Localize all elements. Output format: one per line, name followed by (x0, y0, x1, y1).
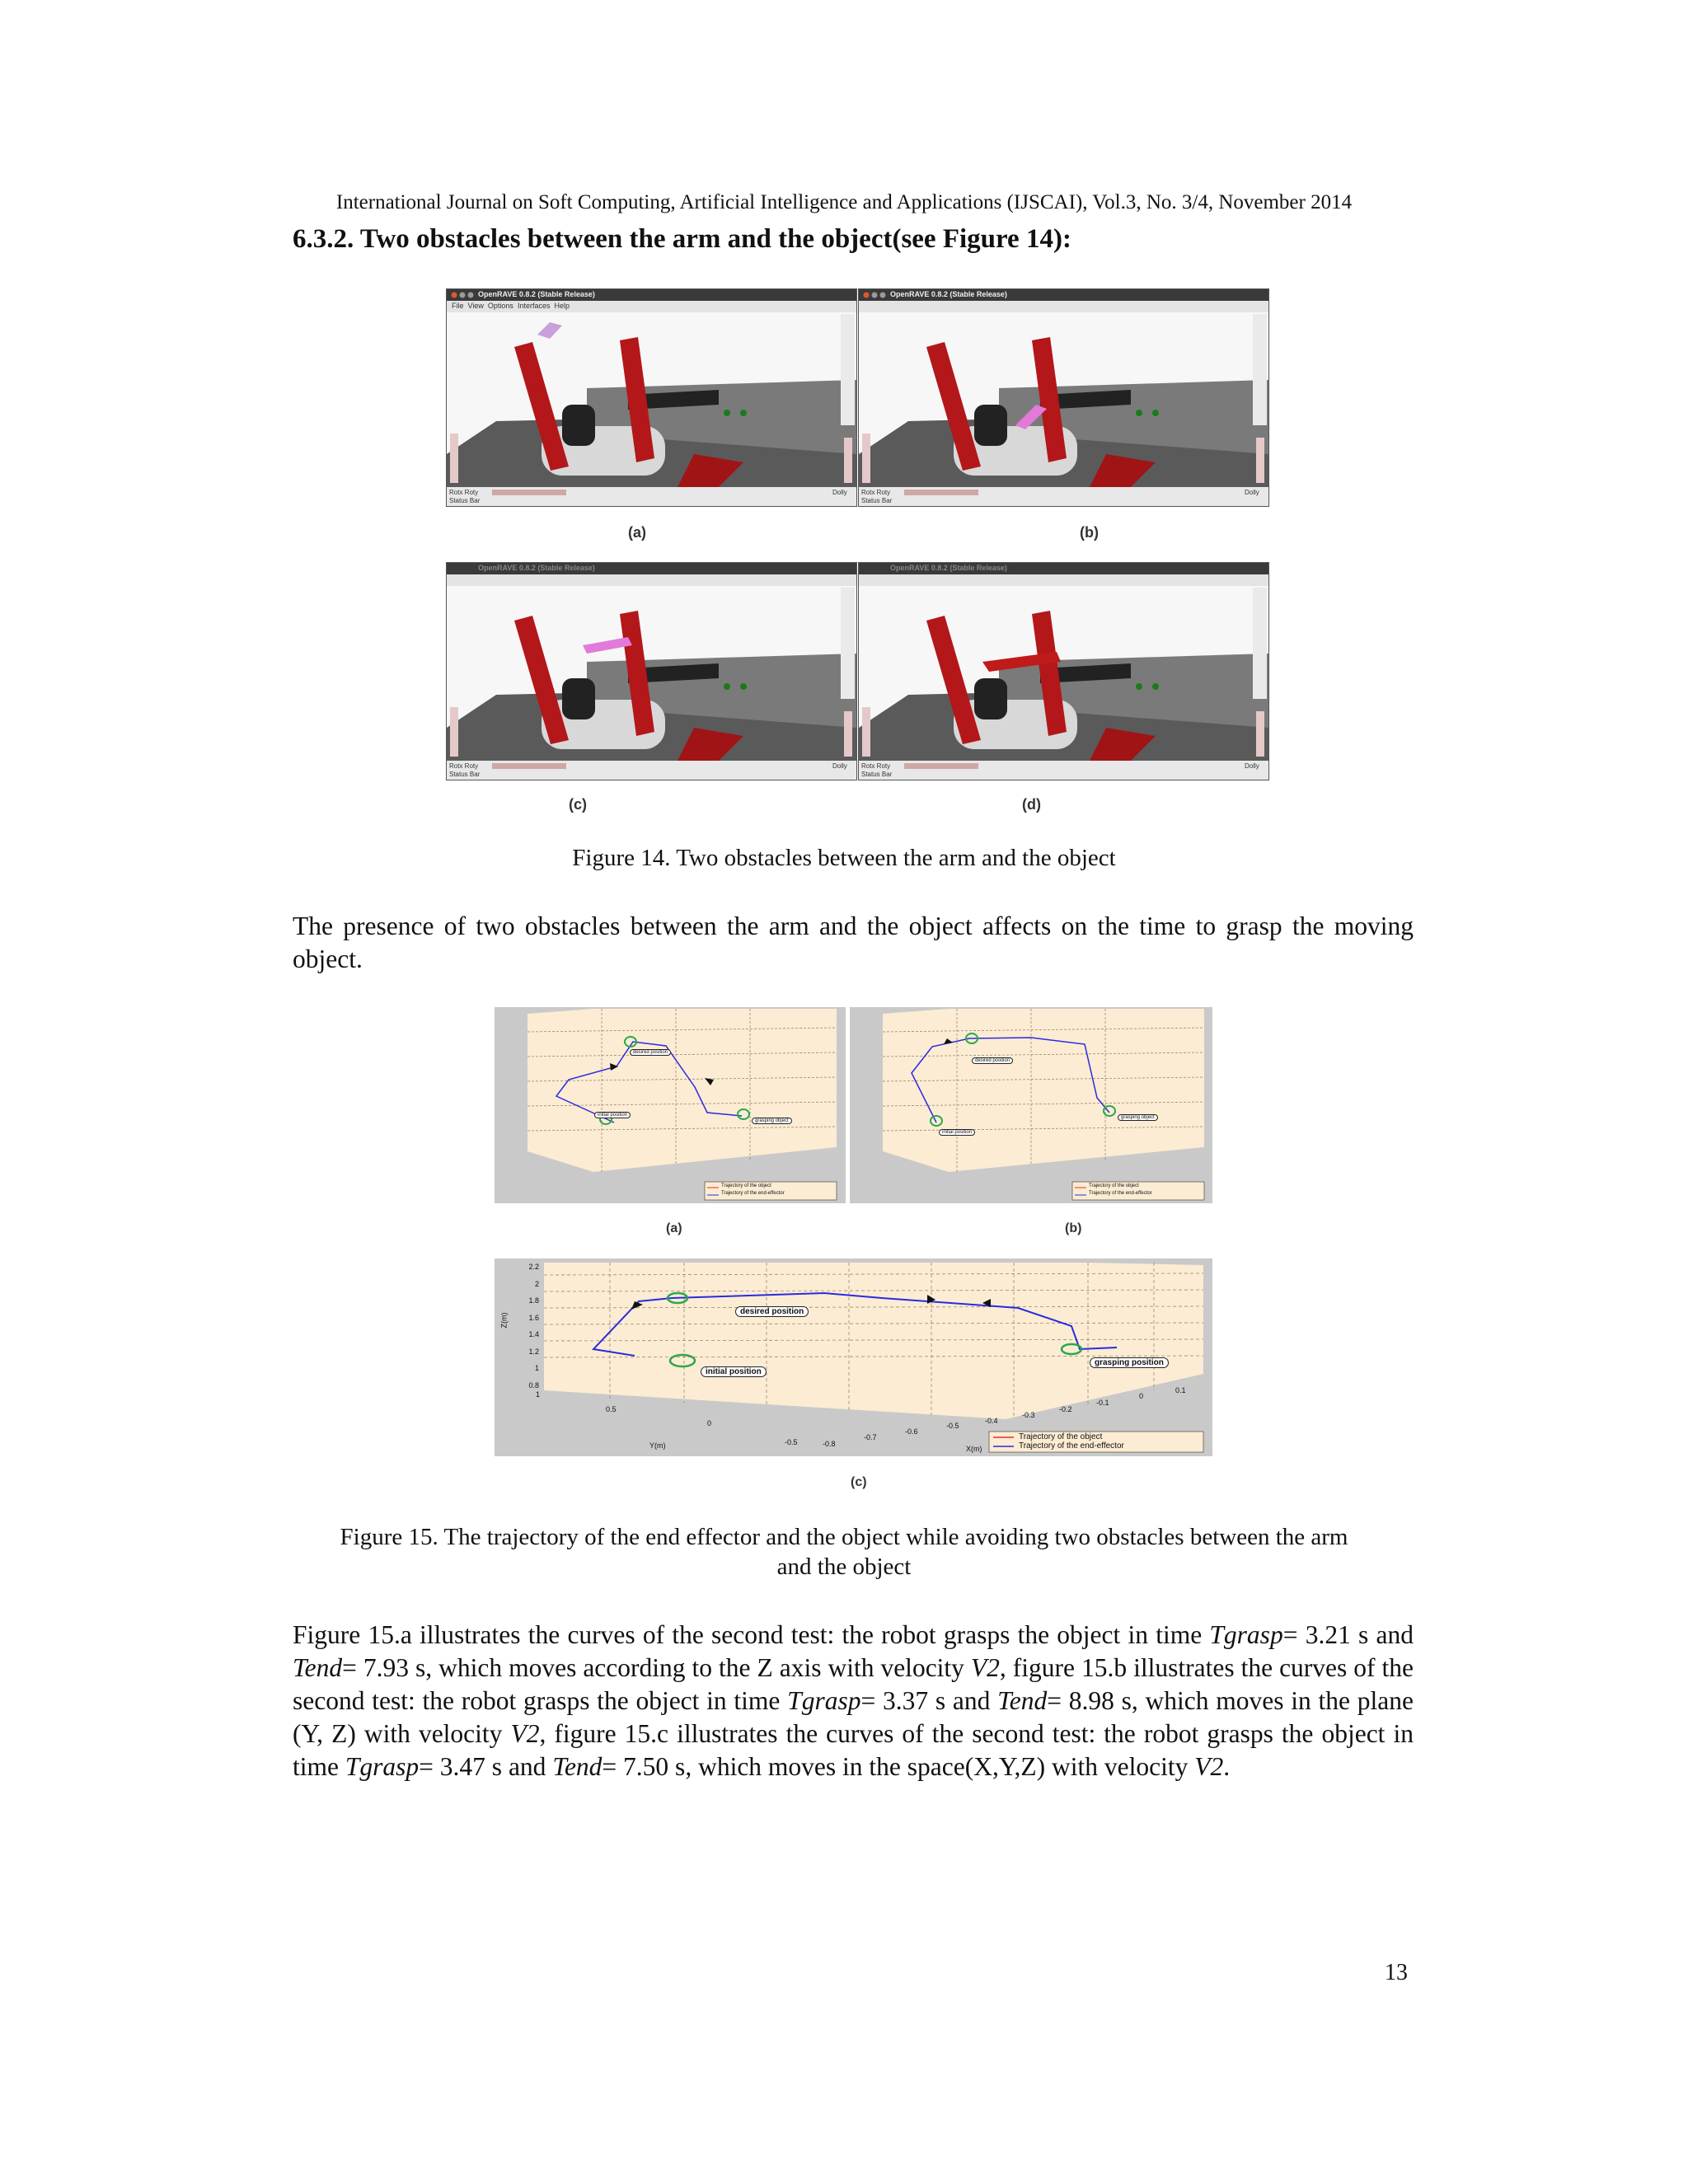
ytick: 1 (536, 1390, 541, 1399)
p2-s6: = 8.98 s, which moves in the plane (Y, Z) with velocity (293, 1686, 1414, 1748)
menu-interfaces[interactable]: Interfaces (517, 302, 551, 310)
window-title: OpenRAVE 0.8.2 (Stable Release) (478, 564, 595, 572)
menu-options[interactable]: Options (487, 302, 513, 310)
p2-s1: Figure 15.a illustrates the curves of the second test: the robot grasps the object in time (293, 1620, 1210, 1649)
trajectory-plot-a (495, 1007, 846, 1203)
zlabel-c: Z(m) (499, 1312, 509, 1329)
rot-labels: Rotx Roty (449, 762, 479, 770)
p2-tend: Tend (997, 1686, 1048, 1715)
trajectory-plot-b (850, 1007, 1212, 1203)
ztick: 1.2 (528, 1347, 539, 1356)
status-bar: Status Bar (861, 771, 893, 778)
figure-15-caption-line1: Figure 15. The trajectory of the end effector and the object while avoiding two obstacles between the arm (340, 1524, 1348, 1550)
openrave-window-c (446, 562, 857, 780)
figure-14-caption: Figure 14. Two obstacles between the arm and the object (572, 845, 1116, 871)
figure-15 (493, 1007, 1214, 1502)
p2-tend: Tend (552, 1752, 603, 1781)
ytick: 0 (707, 1419, 712, 1427)
xtick: -0.7 (864, 1433, 877, 1441)
page-number: 13 (1385, 1960, 1408, 1985)
ztick: 1.6 (528, 1313, 539, 1322)
xtick: -0.1 (1096, 1399, 1109, 1407)
p2-v2: V2 (1194, 1752, 1224, 1781)
paragraph-2 (293, 1619, 1414, 1783)
openrave-window-a (446, 288, 857, 507)
ylabel-c: Y(m) (649, 1441, 666, 1450)
label-desired-c: desired position (735, 1306, 809, 1317)
xtick: -0.4 (985, 1417, 998, 1425)
legend-ee-c: Trajectory of the end-effector (1019, 1441, 1124, 1451)
xlabel-c: X(m) (966, 1445, 982, 1453)
ztick: 1.8 (528, 1296, 539, 1305)
xtick: 0 (1139, 1392, 1144, 1400)
p2-s9: = 7.50 s, which moves in the space(X,Y,Z) with velocity (602, 1752, 1195, 1781)
menu-help[interactable]: Help (554, 302, 570, 310)
zticks-c (516, 1258, 539, 1394)
figure-15-caption-line2: and the object (776, 1554, 912, 1580)
rot-labels: Rotx Roty (861, 762, 891, 770)
journal-header: International Journal on Soft Computing, Artificial Intelligence and Applications (IJSCAI), Vol.3, No. 3/4, November 2014 (335, 191, 1353, 213)
ztick: 1 (534, 1364, 539, 1372)
legend-object-a: Trajectory of the object (721, 1183, 771, 1188)
p2-s5: = 3.37 s and (860, 1686, 998, 1715)
status-bar: Status Bar (449, 771, 481, 778)
label-initial-b: initial position (939, 1129, 975, 1136)
dolly-label: Dolly (1245, 489, 1259, 496)
p2-s8: = 3.47 s and (419, 1752, 553, 1781)
paragraph-1: The presence of two obstacles between the arm and the object affects on the time to grasp the moving object. (293, 912, 1414, 973)
openrave-window-d (858, 562, 1269, 780)
p2-s3: = 7.93 s, which moves according to the Z axis with velocity (342, 1653, 971, 1682)
dolly-label: Dolly (832, 489, 847, 496)
dolly-label: Dolly (1245, 762, 1259, 770)
label-grasping-a: grasping object (752, 1118, 792, 1124)
p2-tend: Tend (293, 1653, 343, 1682)
fig15-sublabel-b: (b) (1065, 1221, 1082, 1235)
ztick: 2 (534, 1279, 539, 1288)
trajectory-plot-c (495, 1258, 1212, 1456)
legend-object-b: Trajectory of the object (1089, 1183, 1139, 1188)
dolly-label: Dolly (832, 762, 847, 770)
rot-labels: Rotx Roty (861, 489, 891, 496)
ytick: 0.5 (606, 1405, 617, 1413)
p2-tgrasp: Tgrasp (1209, 1620, 1283, 1649)
sublabel-b: (b) (1080, 524, 1099, 541)
ytick: -0.5 (785, 1438, 798, 1446)
menu-bar[interactable] (452, 302, 570, 310)
xtick: -0.5 (946, 1422, 959, 1430)
xtick: -0.6 (905, 1427, 918, 1436)
label-initial-a: initial position (594, 1112, 631, 1118)
status-bar: Status Bar (861, 497, 893, 504)
xtick: -0.8 (823, 1440, 836, 1448)
label-desired-b: desired position (972, 1057, 1013, 1064)
label-grasping-b: grasping object (1118, 1114, 1158, 1121)
section-title: 6.3.2. Two obstacles between the arm and the object(see Figure 14): (293, 224, 1071, 254)
sublabel-d: (d) (1022, 796, 1041, 813)
figure-14 (445, 288, 1269, 824)
rot-labels: Rotx Roty (449, 489, 479, 496)
xtick: -0.2 (1059, 1405, 1072, 1413)
window-title: OpenRAVE 0.8.2 (Stable Release) (890, 290, 1007, 298)
status-bar: Status Bar (449, 497, 481, 504)
ztick: 0.8 (528, 1380, 539, 1390)
label-grasping-c: grasping position (1090, 1357, 1169, 1368)
legend-ee-a: Trajectory of the end-effector (721, 1191, 785, 1196)
p2-v2: V2 (970, 1653, 1000, 1682)
label-initial-c: initial position (701, 1366, 767, 1377)
openrave-window-b (858, 288, 1269, 507)
xtick: 0.1 (1175, 1386, 1186, 1394)
xtick: -0.3 (1022, 1411, 1035, 1419)
p2-s4: , figure 15.b illustrates the curves of the second test: the robot grasps the object in time (293, 1653, 1414, 1715)
ztick: 2.2 (528, 1263, 539, 1271)
ztick: 1.4 (528, 1330, 539, 1338)
label-desired-a: desired position (630, 1049, 671, 1056)
window-title: OpenRAVE 0.8.2 (Stable Release) (890, 564, 1007, 572)
p2-v2: V2 (510, 1719, 540, 1748)
p2-tgrasp: Tgrasp (787, 1686, 861, 1715)
p2-s2: = 3.21 s and (1282, 1620, 1414, 1649)
menu-view[interactable]: View (467, 302, 484, 310)
p2-s7: , figure 15.c illustrates the curves of the second test: the robot grasps the object in time (293, 1719, 1414, 1781)
legend-ee-b: Trajectory of the end-effector (1089, 1191, 1152, 1196)
p2-s10: . (1223, 1752, 1231, 1781)
sublabel-c: (c) (569, 796, 587, 813)
sublabel-a: (a) (628, 524, 646, 541)
menu-file[interactable]: File (452, 302, 464, 310)
fig15-sublabel-a: (a) (666, 1221, 682, 1235)
window-title: OpenRAVE 0.8.2 (Stable Release) (478, 290, 595, 298)
fig15-sublabel-c: (c) (851, 1475, 867, 1489)
legend-object-c: Trajectory of the object (1019, 1432, 1103, 1441)
p2-tgrasp: Tgrasp (345, 1752, 420, 1781)
